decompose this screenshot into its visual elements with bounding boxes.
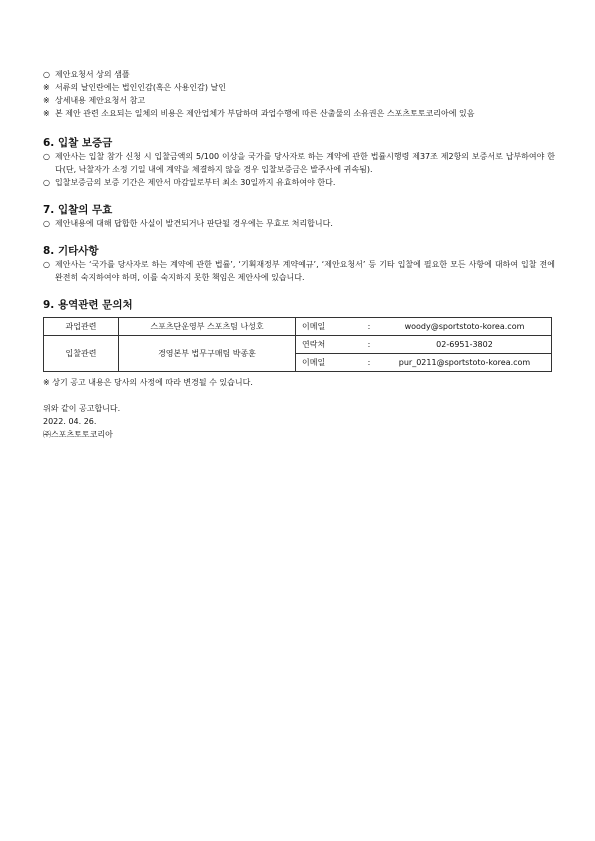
section-title: 6. 입찰 보증금 (43, 137, 113, 149)
contact-table (43, 317, 552, 372)
section-other-matters (43, 244, 555, 284)
circle-bullet: ○ (43, 70, 50, 79)
email-link[interactable]: pur_0211@sportstoto-korea.com (378, 354, 552, 372)
list-item-text: 입찰보증금의 보증 기간은 제안서 마감일로부터 최소 30일까지 유효하여야 한다. (55, 178, 336, 187)
closing-statement: 위와 같이 공고합니다. (43, 404, 121, 413)
list-item (43, 217, 555, 230)
list-item-text: 제안사는 ‘국가를 당사자로 하는 계약에 관한 법률’, ‘기획재정부 계약예규’, ‘제안요청서’ 등 기타 입찰에 필요한 모든 사항에 대하여 입찰 전에 완전히 숙지하여야 하며, 이를 숙지하지 못한 책임은 제안사에 있습니다. (55, 260, 555, 282)
list-item (43, 94, 555, 107)
circle-bullet: ○ (43, 219, 50, 228)
circle-bullet: ○ (43, 260, 50, 269)
list-item (43, 176, 555, 189)
section-contact (43, 298, 555, 389)
intro-list (43, 68, 555, 120)
list-item (43, 258, 555, 284)
list-item-text: 제안요청서 상의 샘플 (55, 70, 130, 79)
table-row (44, 318, 552, 336)
section-title: 9. 용역관련 문의처 (43, 299, 133, 311)
announcement-date: 2022. 04. 26. (43, 417, 97, 426)
table-cell-colon: : (360, 354, 378, 372)
company-name: ㈜스포츠토토코리아 (43, 430, 113, 439)
document-page (43, 68, 555, 441)
table-cell-org: 스포츠단운영부 스포츠팀 나성호 (119, 318, 296, 336)
reference-mark: ※ (43, 109, 50, 118)
table-cell-colon: : (360, 336, 378, 354)
table-cell-field: 연락처 (296, 336, 361, 354)
table-row (44, 336, 552, 354)
phone-number: 02-6951-3802 (378, 336, 552, 354)
list-item (43, 150, 555, 176)
reference-mark: ※ (43, 83, 50, 92)
table-cell-org: 경영본부 법무구매팀 박종훈 (119, 336, 296, 372)
section-bid-invalidity (43, 203, 555, 230)
table-cell-field: 이메일 (296, 318, 361, 336)
section-bid-deposit (43, 136, 555, 189)
circle-bullet: ○ (43, 152, 50, 161)
table-cell-label: 입찰관련 (44, 336, 119, 372)
list-item-text: 제안내용에 대해 답합한 사실이 발견되거나 판단될 경우에는 무효로 처리합니다. (55, 219, 333, 228)
table-cell-label: 과업관련 (44, 318, 119, 336)
section-title: 8. 기타사항 (43, 245, 99, 257)
table-cell-field: 이메일 (296, 354, 361, 372)
change-notice: ※ 상기 공고 내용은 당사의 사정에 따라 변경될 수 있습니다. (43, 378, 253, 387)
reference-mark: ※ (43, 96, 50, 105)
email-link[interactable]: woody@sportstoto-korea.com (378, 318, 552, 336)
circle-bullet: ○ (43, 178, 50, 187)
table-cell-colon: : (360, 318, 378, 336)
list-item (43, 107, 555, 120)
list-item-text: 서류의 날인란에는 법인인감(혹은 사용인감) 날인 (55, 83, 226, 92)
section-title: 7. 입찰의 무효 (43, 204, 113, 216)
list-item (43, 81, 555, 94)
list-item-text: 본 제안 관련 소요되는 일체의 비용은 제안업체가 부담하며 과업수행에 따른 산출물의 소유권은 스포츠토토코리아에 있음 (55, 109, 475, 118)
list-item-text: 상세내용 제안요청서 참고 (55, 96, 146, 105)
closing-block (43, 402, 555, 441)
list-item (43, 68, 555, 81)
list-item-text: 제안사는 입찰 참가 신청 시 입찰금액의 5/100 이상을 국가를 당사자로 하는 계약에 관한 법률시행령 제37조 제2항의 보증서로 납부하여야 한다(단, 낙찰자가 소정 기일 내에 계약을 체결하지 않을 경우 입찰보증금은 발주사에 귀속됨). (55, 152, 555, 174)
